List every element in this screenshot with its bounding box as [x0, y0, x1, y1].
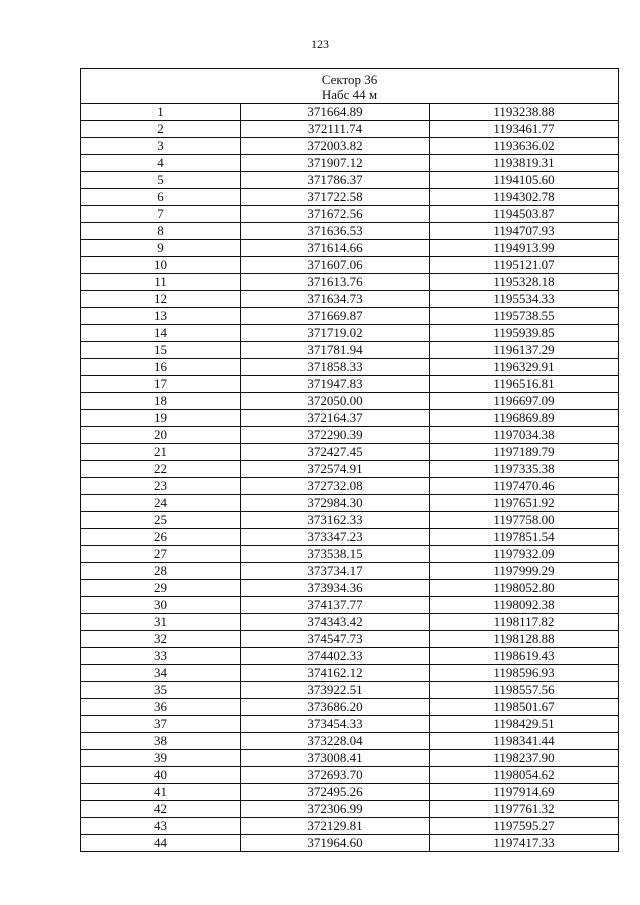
x-coordinate-cell: 372693.70 [241, 767, 430, 784]
y-coordinate-cell: 1197189.79 [430, 444, 619, 461]
table-row [81, 546, 619, 563]
x-coordinate-cell: 374547.73 [241, 631, 430, 648]
table-row [81, 529, 619, 546]
y-coordinate-cell: 1197417.33 [430, 835, 619, 852]
point-number-cell: 34 [81, 665, 241, 682]
table-row [81, 716, 619, 733]
y-coordinate-cell: 1197758.00 [430, 512, 619, 529]
point-number-cell: 43 [81, 818, 241, 835]
y-coordinate-cell: 1196869.89 [430, 410, 619, 427]
point-number-cell: 14 [81, 325, 241, 342]
table-row [81, 767, 619, 784]
x-coordinate-cell: 371964.60 [241, 835, 430, 852]
y-coordinate-cell: 1195328.18 [430, 274, 619, 291]
table-body [81, 104, 619, 852]
table-row [81, 801, 619, 818]
table-row [81, 580, 619, 597]
x-coordinate-cell: 371719.02 [241, 325, 430, 342]
table-row [81, 665, 619, 682]
x-coordinate-cell: 373538.15 [241, 546, 430, 563]
y-coordinate-cell: 1197761.32 [430, 801, 619, 818]
y-coordinate-cell: 1198557.56 [430, 682, 619, 699]
table-row [81, 138, 619, 155]
table-row [81, 393, 619, 410]
x-coordinate-cell: 371664.89 [241, 104, 430, 121]
x-coordinate-cell: 371781.94 [241, 342, 430, 359]
point-number-cell: 23 [81, 478, 241, 495]
x-coordinate-cell: 371786.37 [241, 172, 430, 189]
sector-title: Сектор 36 [321, 71, 378, 87]
table-header-row [81, 69, 619, 104]
point-number-cell: 30 [81, 597, 241, 614]
table-row [81, 104, 619, 121]
x-coordinate-cell: 372306.99 [241, 801, 430, 818]
point-number-cell: 31 [81, 614, 241, 631]
point-number-cell: 3 [81, 138, 241, 155]
y-coordinate-cell: 1197932.09 [430, 546, 619, 563]
table-row [81, 495, 619, 512]
y-coordinate-cell: 1198052.80 [430, 580, 619, 597]
coordinates-table [80, 68, 619, 852]
table-row [81, 478, 619, 495]
point-number-cell: 6 [81, 189, 241, 206]
point-number-cell: 39 [81, 750, 241, 767]
point-number-cell: 16 [81, 359, 241, 376]
y-coordinate-cell: 1193819.31 [430, 155, 619, 172]
table-row [81, 308, 619, 325]
x-coordinate-cell: 372050.00 [241, 393, 430, 410]
y-coordinate-cell: 1197999.29 [430, 563, 619, 580]
y-coordinate-cell: 1196137.29 [430, 342, 619, 359]
table-header [81, 69, 619, 104]
table-row [81, 444, 619, 461]
table-row [81, 121, 619, 138]
point-number-cell: 25 [81, 512, 241, 529]
x-coordinate-cell: 371669.87 [241, 308, 430, 325]
y-coordinate-cell: 1194707.93 [430, 223, 619, 240]
y-coordinate-cell: 1198429.51 [430, 716, 619, 733]
point-number-cell: 24 [81, 495, 241, 512]
x-coordinate-cell: 372290.39 [241, 427, 430, 444]
x-coordinate-cell: 373454.33 [241, 716, 430, 733]
point-number-cell: 26 [81, 529, 241, 546]
y-coordinate-cell: 1196697.09 [430, 393, 619, 410]
y-coordinate-cell: 1198619.43 [430, 648, 619, 665]
y-coordinate-cell: 1194503.87 [430, 206, 619, 223]
table-row [81, 223, 619, 240]
point-number-cell: 9 [81, 240, 241, 257]
table-row [81, 563, 619, 580]
x-coordinate-cell: 374343.42 [241, 614, 430, 631]
x-coordinate-cell: 373008.41 [241, 750, 430, 767]
x-coordinate-cell: 371607.06 [241, 257, 430, 274]
point-number-cell: 41 [81, 784, 241, 801]
y-coordinate-cell: 1195534.33 [430, 291, 619, 308]
coordinates-table-container [80, 68, 618, 852]
x-coordinate-cell: 372732.08 [241, 478, 430, 495]
point-number-cell: 42 [81, 801, 241, 818]
table-row [81, 512, 619, 529]
point-number-cell: 35 [81, 682, 241, 699]
point-number-cell: 17 [81, 376, 241, 393]
y-coordinate-cell: 1198054.62 [430, 767, 619, 784]
y-coordinate-cell: 1195738.55 [430, 308, 619, 325]
point-number-cell: 19 [81, 410, 241, 427]
table-row [81, 682, 619, 699]
x-coordinate-cell: 371907.12 [241, 155, 430, 172]
y-coordinate-cell: 1197034.38 [430, 427, 619, 444]
table-row [81, 291, 619, 308]
point-number-cell: 32 [81, 631, 241, 648]
x-coordinate-cell: 373162.33 [241, 512, 430, 529]
y-coordinate-cell: 1198341.44 [430, 733, 619, 750]
x-coordinate-cell: 374162.12 [241, 665, 430, 682]
x-coordinate-cell: 373228.04 [241, 733, 430, 750]
point-number-cell: 13 [81, 308, 241, 325]
point-number-cell: 22 [81, 461, 241, 478]
y-coordinate-cell: 1197651.92 [430, 495, 619, 512]
y-coordinate-cell: 1198501.67 [430, 699, 619, 716]
point-number-cell: 12 [81, 291, 241, 308]
table-row [81, 325, 619, 342]
y-coordinate-cell: 1194302.78 [430, 189, 619, 206]
x-coordinate-cell: 371858.33 [241, 359, 430, 376]
point-number-cell: 40 [81, 767, 241, 784]
y-coordinate-cell: 1193238.88 [430, 104, 619, 121]
table-row [81, 648, 619, 665]
y-coordinate-cell: 1198117.82 [430, 614, 619, 631]
table-row [81, 427, 619, 444]
point-number-cell: 4 [81, 155, 241, 172]
table-row [81, 818, 619, 835]
x-coordinate-cell: 371636.53 [241, 223, 430, 240]
x-coordinate-cell: 372003.82 [241, 138, 430, 155]
x-coordinate-cell: 374137.77 [241, 597, 430, 614]
x-coordinate-cell: 372495.26 [241, 784, 430, 801]
x-coordinate-cell: 371613.76 [241, 274, 430, 291]
table-row [81, 614, 619, 631]
point-number-cell: 1 [81, 104, 241, 121]
x-coordinate-cell: 372574.91 [241, 461, 430, 478]
table-row [81, 835, 619, 852]
y-coordinate-cell: 1198237.90 [430, 750, 619, 767]
point-number-cell: 44 [81, 835, 241, 852]
table-row [81, 155, 619, 172]
y-coordinate-cell: 1197595.27 [430, 818, 619, 835]
page-number: 123 [311, 37, 329, 51]
x-coordinate-cell: 373734.17 [241, 563, 430, 580]
y-coordinate-cell: 1194913.99 [430, 240, 619, 257]
y-coordinate-cell: 1195121.07 [430, 257, 619, 274]
x-coordinate-cell: 371634.73 [241, 291, 430, 308]
x-coordinate-cell: 371722.58 [241, 189, 430, 206]
point-number-cell: 29 [81, 580, 241, 597]
point-number-cell: 5 [81, 172, 241, 189]
y-coordinate-cell: 1197335.38 [430, 461, 619, 478]
y-coordinate-cell: 1197470.46 [430, 478, 619, 495]
x-coordinate-cell: 372984.30 [241, 495, 430, 512]
x-coordinate-cell: 371614.66 [241, 240, 430, 257]
y-coordinate-cell: 1197851.54 [430, 529, 619, 546]
point-number-cell: 36 [81, 699, 241, 716]
table-row [81, 750, 619, 767]
y-coordinate-cell: 1198128.88 [430, 631, 619, 648]
y-coordinate-cell: 1196329.91 [430, 359, 619, 376]
x-coordinate-cell: 373686.20 [241, 699, 430, 716]
x-coordinate-cell: 372164.37 [241, 410, 430, 427]
table-row [81, 172, 619, 189]
table-row [81, 274, 619, 291]
x-coordinate-cell: 372129.81 [241, 818, 430, 835]
table-row [81, 376, 619, 393]
point-number-cell: 33 [81, 648, 241, 665]
point-number-cell: 28 [81, 563, 241, 580]
point-number-cell: 20 [81, 427, 241, 444]
table-row [81, 733, 619, 750]
y-coordinate-cell: 1193636.02 [430, 138, 619, 155]
table-row [81, 410, 619, 427]
point-number-cell: 38 [81, 733, 241, 750]
table-row [81, 189, 619, 206]
y-coordinate-cell: 1198092.38 [430, 597, 619, 614]
table-row [81, 342, 619, 359]
y-coordinate-cell: 1198596.93 [430, 665, 619, 682]
point-number-cell: 11 [81, 274, 241, 291]
point-number-cell: 7 [81, 206, 241, 223]
x-coordinate-cell: 372111.74 [241, 121, 430, 138]
table-row [81, 257, 619, 274]
point-number-cell: 2 [81, 121, 241, 138]
table-row [81, 359, 619, 376]
table-row [81, 784, 619, 801]
sector-subtitle: Набс 44 м [321, 86, 378, 102]
x-coordinate-cell: 374402.33 [241, 648, 430, 665]
table-row [81, 597, 619, 614]
point-number-cell: 8 [81, 223, 241, 240]
table-row [81, 631, 619, 648]
table-row [81, 699, 619, 716]
y-coordinate-cell: 1193461.77 [430, 121, 619, 138]
y-coordinate-cell: 1197914.69 [430, 784, 619, 801]
point-number-cell: 10 [81, 257, 241, 274]
x-coordinate-cell: 373347.23 [241, 529, 430, 546]
y-coordinate-cell: 1195939.85 [430, 325, 619, 342]
x-coordinate-cell: 373922.51 [241, 682, 430, 699]
x-coordinate-cell: 371947.83 [241, 376, 430, 393]
y-coordinate-cell: 1194105.60 [430, 172, 619, 189]
x-coordinate-cell: 372427.45 [241, 444, 430, 461]
point-number-cell: 27 [81, 546, 241, 563]
point-number-cell: 18 [81, 393, 241, 410]
table-row [81, 206, 619, 223]
y-coordinate-cell: 1196516.81 [430, 376, 619, 393]
point-number-cell: 37 [81, 716, 241, 733]
table-row [81, 240, 619, 257]
table-row [81, 461, 619, 478]
point-number-cell: 15 [81, 342, 241, 359]
x-coordinate-cell: 373934.36 [241, 580, 430, 597]
point-number-cell: 21 [81, 444, 241, 461]
x-coordinate-cell: 371672.56 [241, 206, 430, 223]
